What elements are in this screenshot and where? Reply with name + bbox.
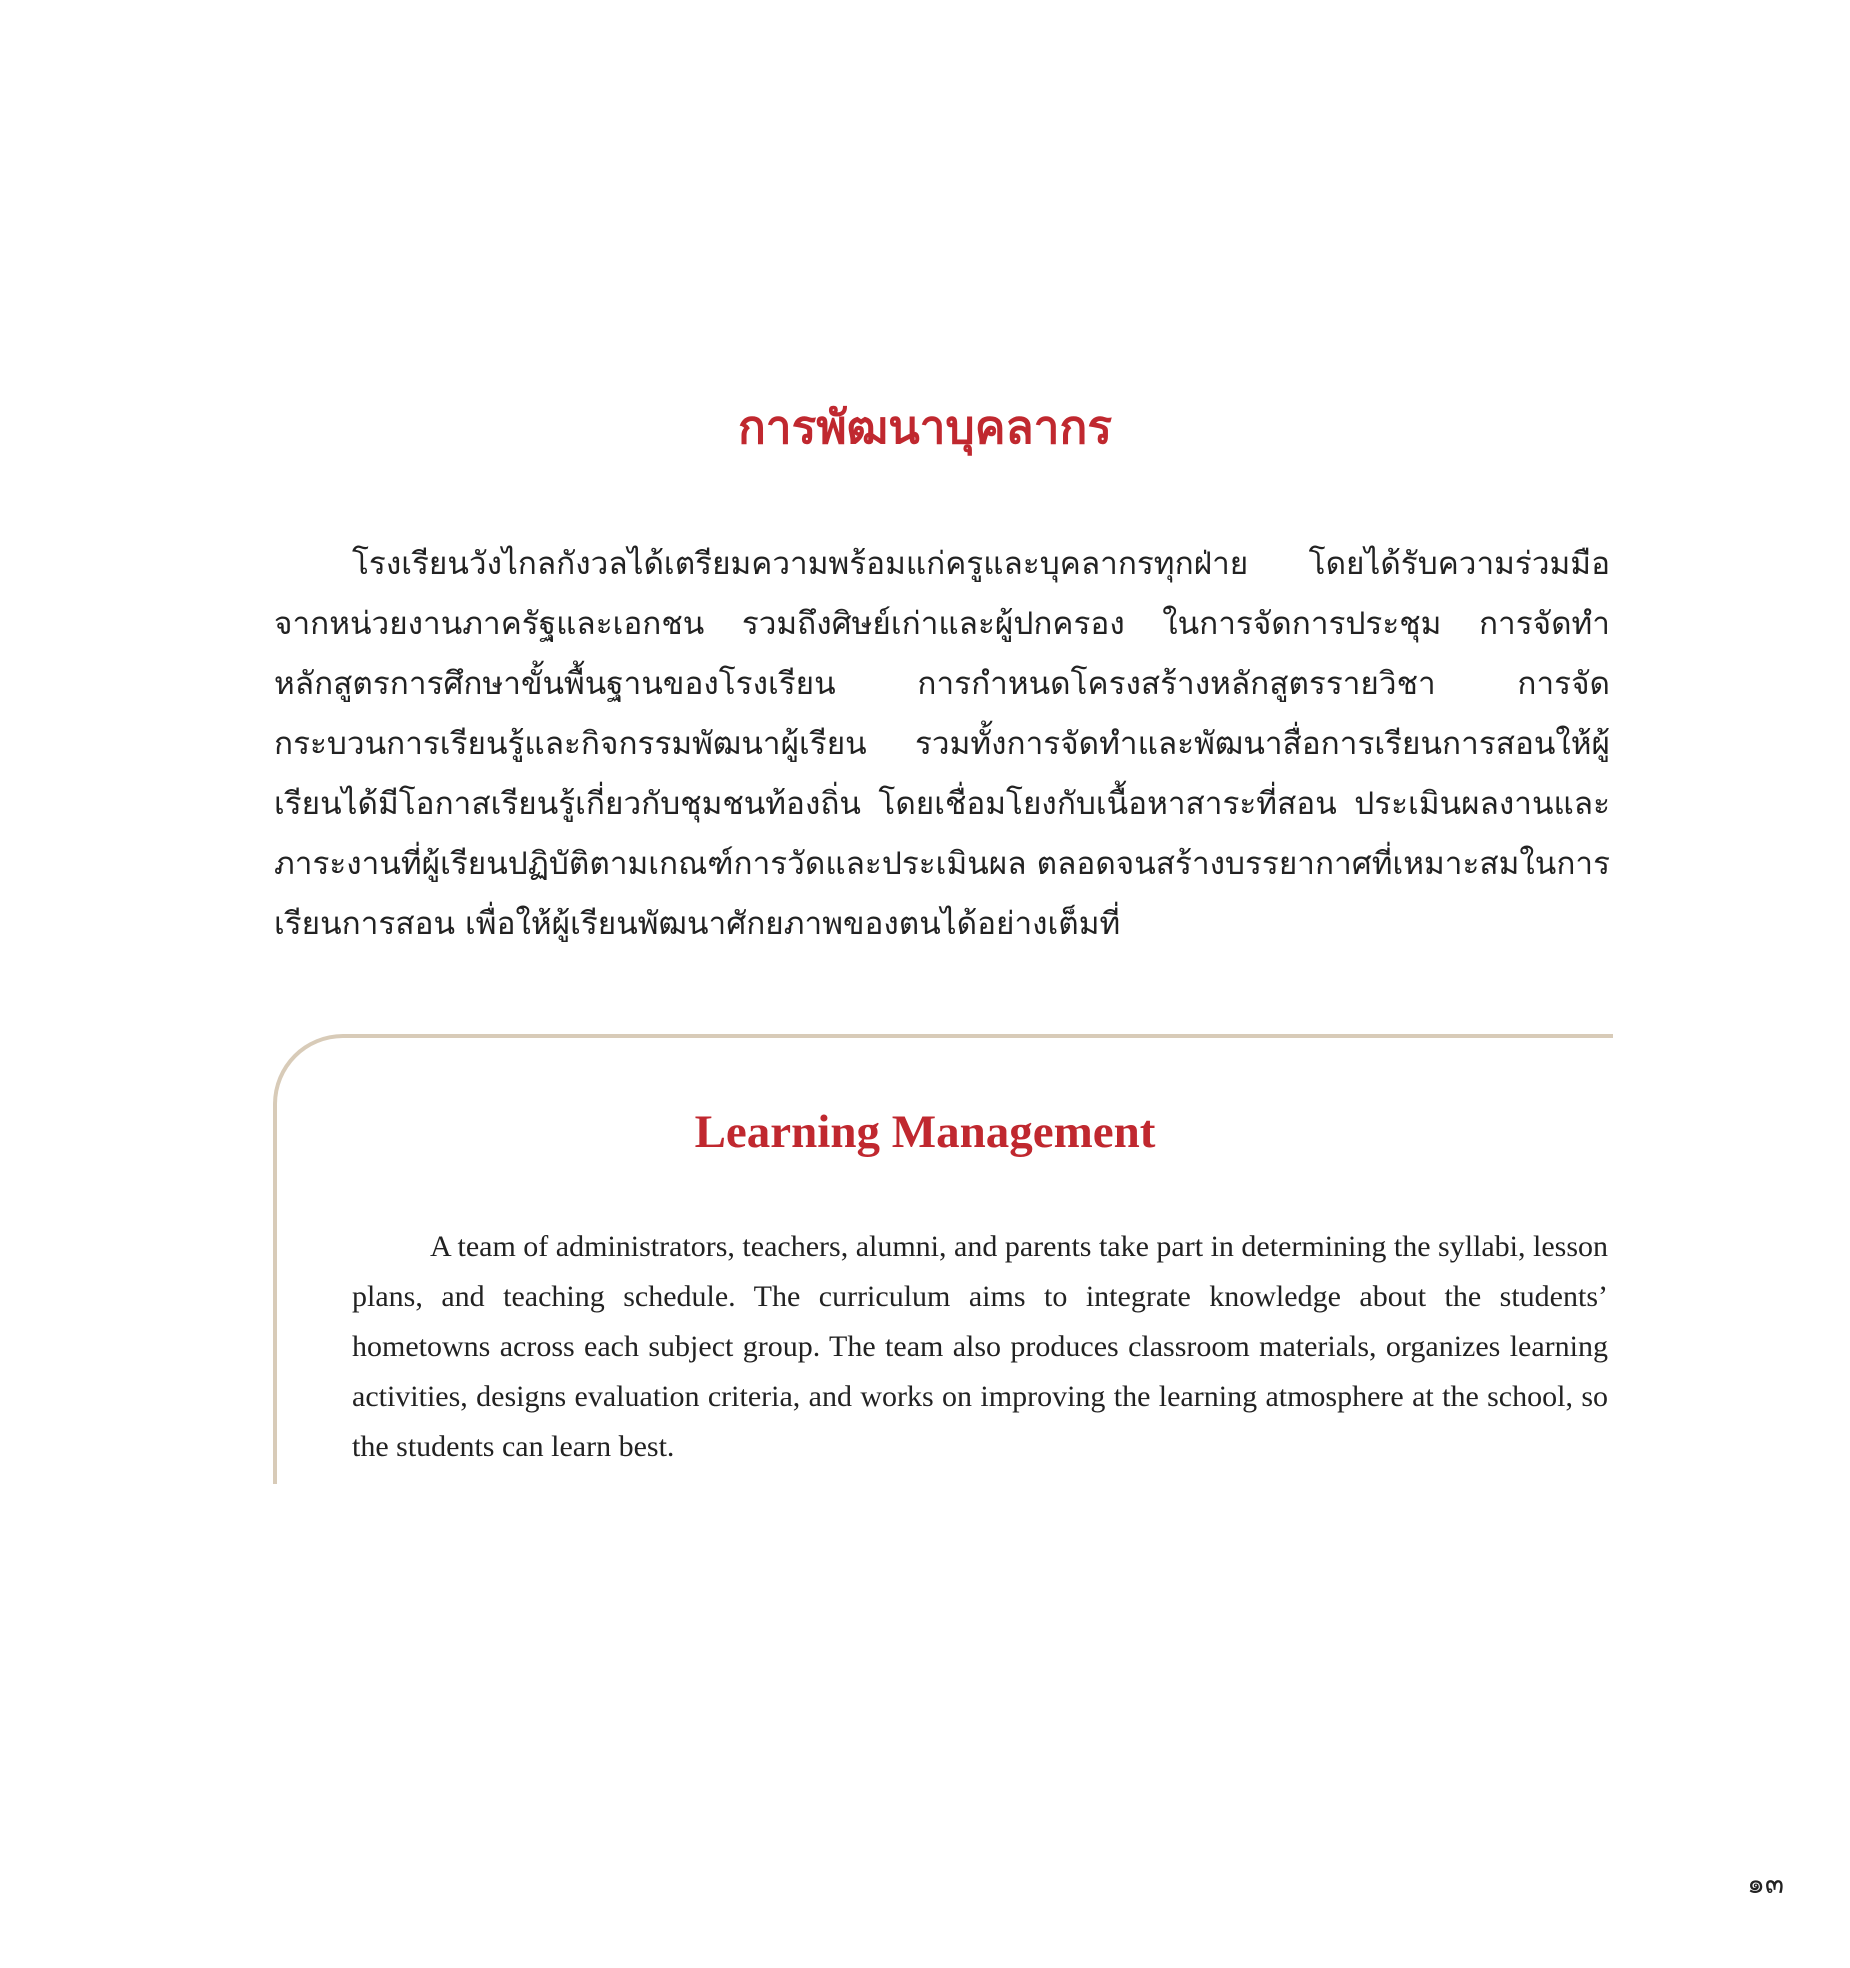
thai-section-title: การพัฒนาบุคลากร	[737, 400, 1113, 454]
thai-section-body-text: โรงเรียนวังไกลกังวลได้เตรียมความพร้อมแก่ครูและบุคลากรทุกฝ่าย โดยได้รับความร่วมมือจากหน่วยงานภาครัฐและเอกชน รวมถึงศิษย์เก่าและผู้ปกครอง ในการจัดการประชุม การจัดทำหลักสูตรการศึกษาขั้นพื้นฐานของโรงเรียน การกำหนดโครงสร้างหลักสูตรรายวิชา การจัดกระบวนการเรียนรู้และกิจกรรมพัฒนาผู้เรียน รวมทั้งการจัดทำและพัฒนาสื่อการเรียนการสอนให้ผู้เรียนได้มีโอกาสเรียนรู้เกี่ยวกับชุมชนท้องถิ่น โดยเชื่อมโยงกับเนื้อหาสาระที่สอน ประเมินผลงานและภาระงานที่ผู้เรียนปฏิบัติตามเกณฑ์การวัดและประเมินผล ตลอดจนสร้างบรรยากาศที่เหมาะสมในการเรียนการสอน เพื่อให้ผู้เรียนพัฒนาศักยภาพของตนได้อย่างเต็มที่	[274, 546, 1610, 942]
english-section-title: Learning Management	[694, 1106, 1156, 1158]
thai-section-paragraph	[274, 534, 1610, 954]
english-section-paragraph	[352, 1222, 1608, 1472]
page-number: ๑๓	[1747, 1867, 1784, 1900]
english-section-body-text: A team of administrators, teachers, alumni, and parents take part in determining the syllabi, lesson plans, and teaching schedule. The curriculum aims to integrate knowledge about the students’ hometowns across each subject group. The team also produces classroom materials, organizes learning activities, designs evaluation criteria, and works on improving the learning atmosphere at the school, so the students can learn best.	[352, 1230, 1609, 1463]
